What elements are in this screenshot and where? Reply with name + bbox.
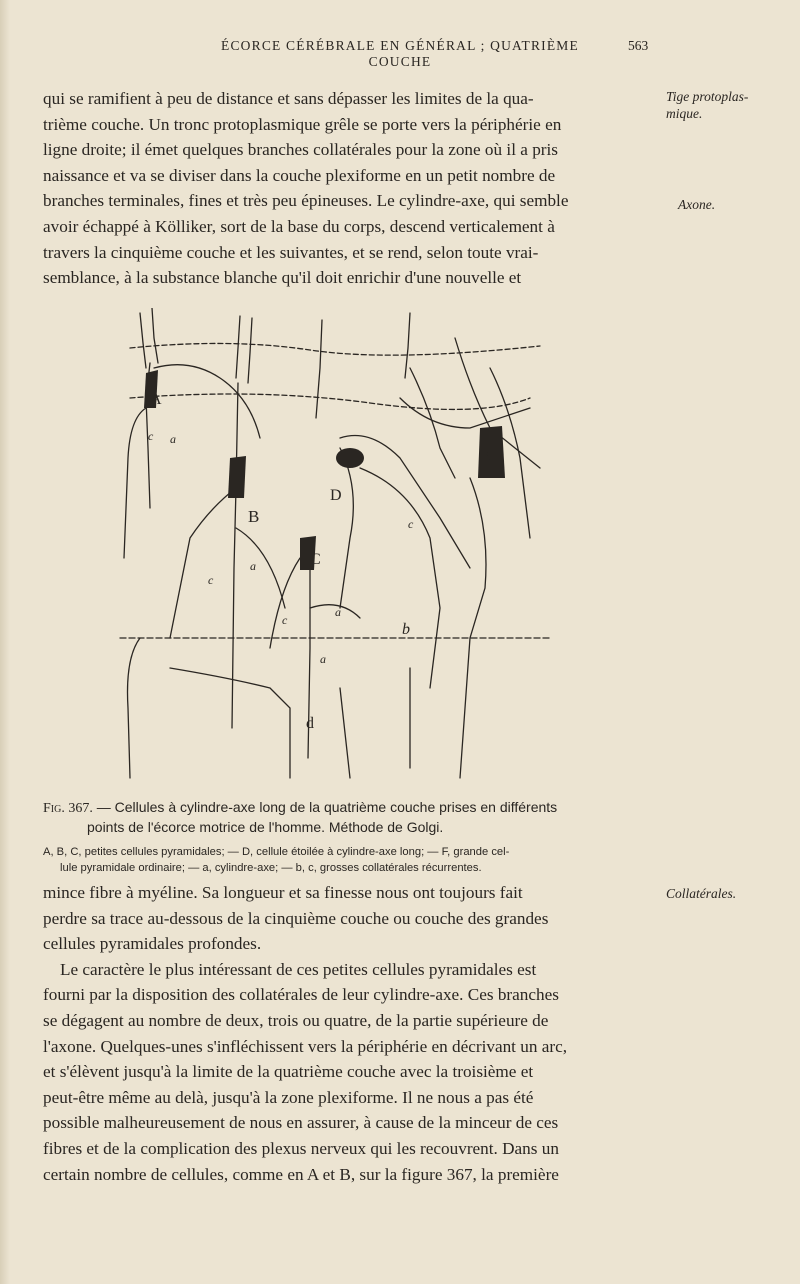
dendrite-line [405,313,410,378]
figure-label-c: c [282,613,288,627]
figure-label-c: c [408,517,414,531]
dendrite-line [236,316,240,378]
collateral-line [236,528,285,608]
cell-body-D [336,448,364,468]
caption-line: points de l'écorce motrice de l'homme. Méthode de Golgi. [87,819,444,835]
text-line: certain nombre de cellules, comme en A et B, sur la figure 367, la première [43,1164,559,1184]
text-line: l'axone. Quelques-unes s'infléchissent vers la périphérie en décrivant un arc, [43,1036,568,1056]
figure-caption [43,798,655,876]
caption-legend [43,844,655,876]
margin-note-line: Tige protoplas- [666,89,749,104]
text-line: avoir échappé à Kölliker, sort de la base du corps, descend verticalement à [43,216,555,236]
golgi-neuron-figure [110,308,555,793]
figure-label-a: a [170,432,176,446]
figure-label-D: D [330,487,342,504]
dendrite-line [400,398,530,428]
figure-label-A: A [150,391,162,408]
caption-text: — Cellules à cylindre-axe long de la quatrième couche prises en différents [92,799,558,815]
text-line: peut-être même au delà, jusqu'à la zone plexiforme. Il ne nous a pas été [43,1087,534,1107]
dendrite-line [152,308,158,363]
text-line: semblance, à la substance blanche qu'il doit enrichir d'une nouvelle et [43,268,522,288]
caption-line [43,798,655,818]
layer-border-line [130,394,530,409]
neuron-drawing [110,308,555,793]
page-binding-edge [0,0,10,1284]
text-line: naissance et va se diviser dans la couche plexiforme en un petit nombre de [43,165,556,185]
dendrite-line [340,448,353,608]
figure-label-C: C [310,551,321,568]
text-line: branches terminales, fines et très peu épineuses. Le cylindre-axe, qui semble [43,191,569,211]
margin-note-collaterales: Collatérales. [666,886,737,901]
collateral-line [128,638,141,778]
text-line: Le caractère le plus intéressant de ces petites cellules pyramidales est [60,959,537,979]
collateral-line [170,488,236,638]
text-line: fourni par la disposition des collatérales de leur cylindre-axe. Ces branches [43,985,559,1005]
dendrite-line [316,320,322,418]
dendrite-line [140,313,146,368]
legend-line: A, B, C, petites cellules pyramidales; — D, cellule étoilée à cylindre-axe long; — F, grande cel- [43,846,510,858]
text-line: cellules pyramidales profondes. [43,934,262,954]
dendrite-line [410,368,455,478]
text-line: qui se ramifient à peu de distance et sans dépasser les limites de la qua- [43,89,534,108]
figure-label-B: B [248,507,260,526]
axon-line [232,383,238,728]
running-title: ÉCORCE CÉRÉBRALE EN GÉNÉRAL ; QUATRIÈME COUCHE [221,38,579,69]
collateral-line [154,365,260,438]
collateral-line [124,408,146,558]
axon-line [340,688,350,778]
figure-label-a: a [320,652,326,666]
figure-label-E: E [480,444,491,464]
legend-line: lule pyramidale ordinaire; — a, cylindre-axe; — b, c, grosses collatérales récurrentes. [60,862,482,874]
margin-note-axone: Axone. [678,197,716,212]
cell-body-B [228,456,246,498]
figure-label-b: b [402,621,410,638]
page-number: 563 [628,38,649,53]
collateral-line [270,558,300,648]
figure-label-c: c [208,573,214,587]
text-line: se dégagent au nombre de deux, trois ou quatre, de la partie supérieure de [43,1010,549,1030]
margin-note-tige [666,88,796,122]
figure-label-d: d [306,715,314,732]
figure-label-a: a [250,559,256,573]
paragraph-top [43,86,655,291]
text-line: et s'élèvent jusqu'à la limite de la quatrième couche avec la troisième et [43,1062,534,1082]
figure-label-a: a [335,605,341,619]
paragraph-bottom [43,880,655,1187]
text-line: fibres et de la complication des plexus nerveux qui les recouvrent. Dans un [43,1138,559,1158]
text-line: possible malheureusement de nous en assurer, à cause de la minceur de ces [43,1113,559,1133]
layer-border-line [130,343,540,355]
text-line: mince fibre à myéline. Sa longueur et sa finesse nous ont toujours fait [43,883,523,902]
figure-label-c: c [148,429,154,443]
text-line: travers la cinquième couche et les suivantes, et se rend, selon toute vrai- [43,242,539,262]
text-line: ligne droite; il émet quelques branches collatérales pour la zone où il a pris [43,140,558,160]
dendrite-line [248,318,252,383]
margin-note-line: mique. [666,106,703,121]
axon-line [460,478,486,778]
text-line: perdre sa trace au-dessous de la cinquième couche ou couche des grandes [43,908,549,928]
collateral-line [170,668,290,778]
caption-main [43,798,655,836]
text-line: trième couche. Un tronc protoplasmique grêle se porte vers la périphérie en [43,114,562,134]
caption-figure-label: Fig. 367. [43,801,93,816]
